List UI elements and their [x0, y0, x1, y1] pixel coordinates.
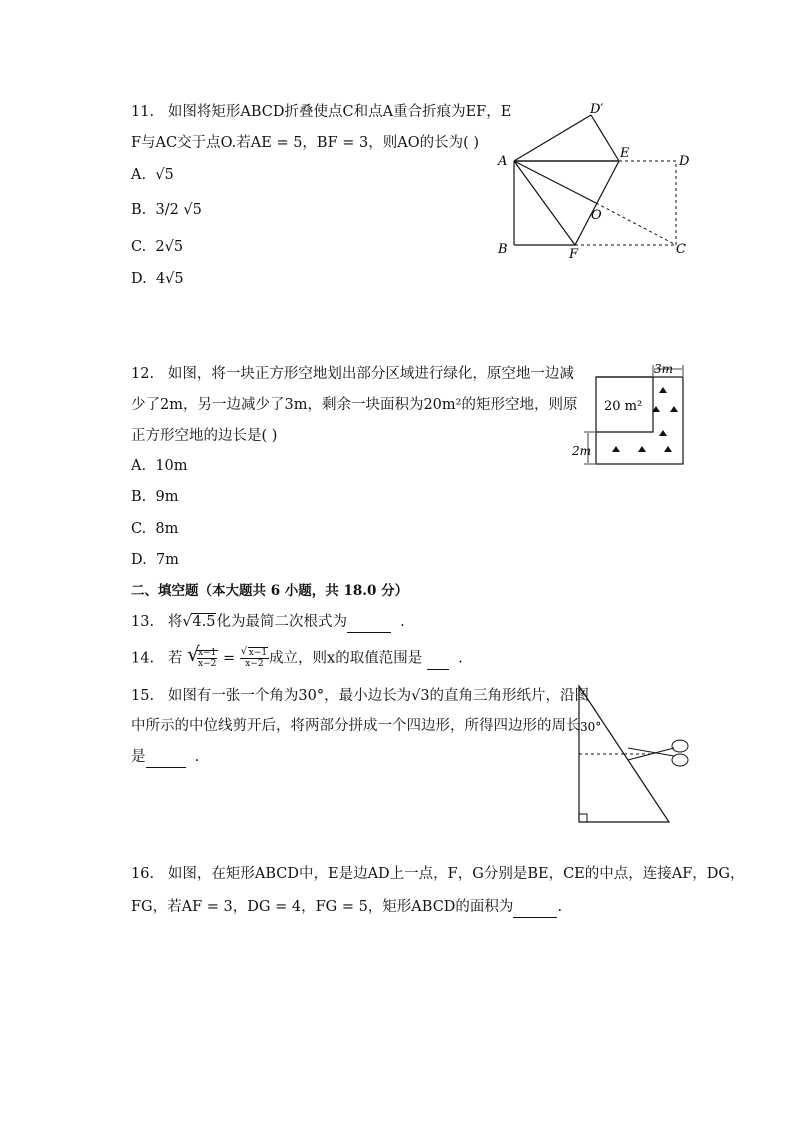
- fraction-numerator: x−1: [198, 648, 217, 658]
- q13-line: [131, 612, 405, 633]
- q15-line3: [131, 747, 199, 768]
- fraction-denominator: x−2: [198, 659, 217, 669]
- q11-option-c[interactable]: [131, 237, 183, 257]
- option-label: A.: [131, 167, 147, 183]
- q11-text-line1: 如图将矩形ABCD折叠使点C和点A重合折痕为EF，E: [167, 104, 512, 120]
- q13-pre: 将: [167, 614, 183, 630]
- q16-text-line2: FG，若AF = 3，DG = 4，FG = 5，矩形ABCD的面积为: [131, 899, 514, 915]
- q12-text-line2: 少了2m，另一边减少了3m，剩余一块面积为20m²的矩形空地，则原: [131, 397, 578, 413]
- q16-number: 16.: [131, 866, 155, 882]
- q13-number: 13.: [131, 614, 155, 630]
- option-value: 8m: [155, 521, 179, 537]
- sqrt-radical: √ 4.5: [182, 612, 216, 630]
- option-value: 10m: [155, 458, 188, 474]
- q15-end: .: [194, 749, 200, 765]
- q12-line1: [131, 364, 574, 384]
- q13-radicand: 4.5: [192, 614, 216, 630]
- fraction-denominator: x−2: [245, 659, 264, 669]
- q13-end: .: [400, 614, 405, 630]
- q14-pre: 若: [167, 650, 183, 667]
- q13-answer-blank[interactable]: [347, 612, 391, 633]
- option-value: 4√5: [155, 271, 184, 287]
- option-label: C.: [131, 239, 147, 255]
- q15-figure: [570, 680, 695, 830]
- q12-text-line3: 正方形空地的边长是( ): [131, 428, 278, 444]
- point-o-label: O: [591, 208, 602, 223]
- q11-number: 11.: [131, 104, 155, 120]
- q12-option-c[interactable]: [131, 519, 178, 539]
- q16-end: .: [557, 899, 563, 915]
- q16-line2: [131, 897, 562, 918]
- q15-text-line1: 如图有一张一个角为30°，最小边长为√3的直角三角形纸片，沿图: [167, 688, 590, 704]
- option-label: C.: [131, 521, 147, 537]
- q11-figure: [490, 95, 700, 265]
- q16-text-line1: 如图，在矩形ABCD中，E是边AD上一点，F，G分别是BE，CE的中点，连接AF，DG，: [167, 866, 745, 882]
- q14-line: 14. 若 √ $\frac{x-1}{x-2}$ = √ x−1 x−2 成立，则x的取值范围是 .: [131, 642, 463, 669]
- point-b-label: B: [498, 242, 508, 257]
- option-label: D.: [131, 271, 147, 287]
- option-value: 7m: [155, 552, 179, 568]
- q12-option-a[interactable]: [131, 456, 188, 476]
- q12-option-b[interactable]: [131, 487, 178, 507]
- q16-line1: [131, 864, 745, 884]
- option-value: 2√5: [155, 239, 184, 255]
- point-a-label: A: [498, 154, 508, 169]
- section-title: 二、填空题（本大题共 6 小题，共 18.0 分）: [131, 583, 409, 599]
- point-dprime-label: D′: [590, 102, 604, 117]
- q14-post: 成立，则x的取值范围是: [269, 650, 423, 667]
- point-d-label: D: [679, 154, 690, 169]
- q12-top-dimension-label: 3m: [654, 362, 674, 376]
- fraction: [197, 648, 217, 669]
- point-c-label: C: [676, 242, 686, 257]
- q15-answer-blank[interactable]: [146, 747, 186, 768]
- q11-text-line2: F与AC交于点O.若AE = 5，BF = 3，则AO的长为( ): [131, 135, 480, 151]
- q15-line1: [131, 686, 589, 706]
- option-label: A.: [131, 458, 147, 474]
- option-label: D.: [131, 552, 147, 568]
- q14-answer-blank[interactable]: [427, 649, 449, 670]
- q11-option-d[interactable]: [131, 269, 184, 289]
- fraction: √ x−1 x−2: [240, 646, 268, 669]
- q14-number: 14.: [131, 650, 155, 667]
- option-value: √5: [155, 167, 174, 183]
- q12-option-d[interactable]: [131, 550, 179, 570]
- option-value: 3/2 √5: [155, 202, 202, 218]
- q12-number: 12.: [131, 366, 155, 382]
- scissors-icon: [628, 740, 688, 766]
- point-e-label: E: [620, 146, 630, 161]
- q14-end: .: [458, 650, 463, 667]
- q12-text-line1: 如图，将一块正方形空地划出部分区域进行绿化，原空地一边减: [167, 366, 574, 382]
- option-value: 9m: [155, 489, 179, 505]
- q12-area-label: 20 m²: [604, 399, 643, 414]
- q15-angle-label: 30°: [580, 720, 602, 734]
- q15-number: 15.: [131, 688, 155, 704]
- sqrt-radical: √ $\frac{x-1}{x-2}$: [187, 642, 217, 669]
- point-f-label: F: [569, 247, 579, 262]
- q12-figure: [570, 360, 695, 470]
- q15-text-line3: 是: [131, 749, 146, 765]
- q12-left-dimension-label: 2m: [572, 444, 592, 458]
- q11-option-a[interactable]: [131, 165, 174, 185]
- option-label: B.: [131, 489, 147, 505]
- q11-option-b[interactable]: [131, 200, 202, 220]
- fraction-numerator: x−1: [248, 648, 268, 658]
- q11-line1: [131, 102, 511, 122]
- q16-answer-blank[interactable]: [513, 897, 557, 918]
- option-label: B.: [131, 202, 147, 218]
- q15-text-line2: 中所示的中位线剪开后，将两部分拼成一个四边形，所得四边形的周长: [131, 718, 581, 734]
- q13-post: 化为最简二次根式为: [216, 614, 347, 630]
